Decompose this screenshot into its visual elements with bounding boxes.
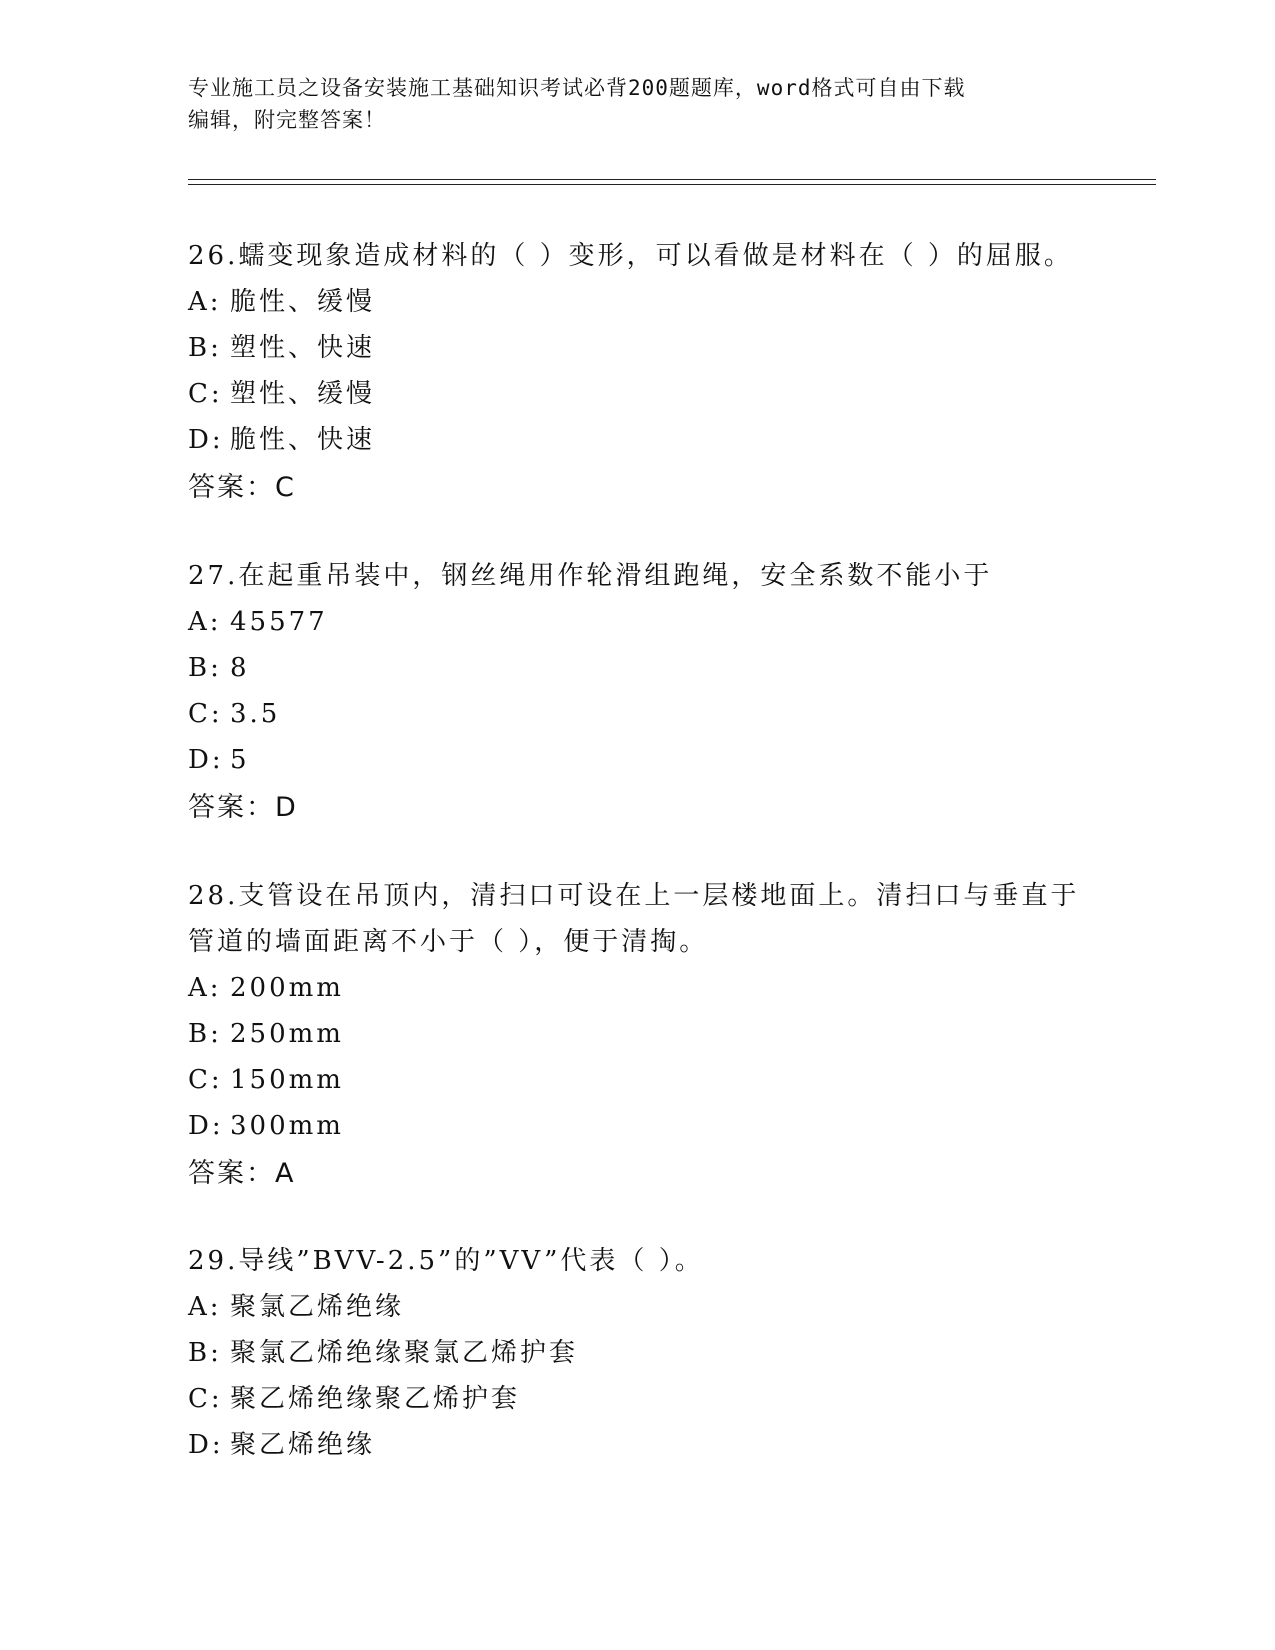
option-text: 聚乙烯绝缘 (230, 1430, 376, 1460)
option-letter: D: (188, 425, 224, 455)
option-letter: A: (188, 607, 222, 637)
option-text: 聚氯乙烯绝缘 (230, 1292, 405, 1322)
option-a (188, 599, 1108, 645)
question-26 (188, 233, 1108, 511)
option-letter: B: (188, 1338, 222, 1368)
option-letter: B: (188, 333, 222, 363)
header-title-line-1: 专业施工员之设备安装施工基础知识考试必背200题题库，word格式可自由下载 (188, 76, 966, 100)
option-d (188, 737, 1108, 783)
option-letter: B: (188, 1019, 222, 1049)
option-b (188, 1011, 1108, 1057)
option-text: 250mm (230, 1019, 344, 1049)
option-letter: D: (188, 1430, 224, 1460)
option-text: 塑性、快速 (230, 333, 376, 363)
option-letter: C: (188, 1384, 223, 1414)
question-text: 28.支管设在吊顶内，清扫口可设在上一层楼地面上。清扫口与垂直于管道的墙面距离不小于（ ），便于清掏。 (188, 881, 1080, 957)
option-text: 5 (230, 745, 250, 775)
option-text: 45577 (230, 607, 328, 637)
header-title-line-2: 编辑，附完整答案！ (188, 108, 386, 132)
option-b (188, 1330, 1108, 1376)
option-text: 聚氯乙烯绝缘聚氯乙烯护套 (230, 1338, 579, 1368)
option-text: 300mm (230, 1111, 344, 1141)
option-text: 8 (230, 653, 250, 683)
answer-line: 答案：A (188, 1158, 296, 1189)
header-divider-bottom (188, 184, 1156, 185)
option-text: 脆性、缓慢 (230, 287, 376, 317)
option-c (188, 1057, 1108, 1103)
question-29 (188, 1238, 1108, 1468)
header-divider-top (188, 179, 1156, 180)
option-letter: A: (188, 287, 222, 317)
option-c (188, 1376, 1108, 1422)
question-text: 27.在起重吊装中，钢丝绳用作轮滑组跑绳，安全系数不能小于 (188, 561, 993, 591)
option-b (188, 645, 1108, 691)
option-c (188, 371, 1108, 417)
option-text: 塑性、缓慢 (230, 379, 376, 409)
option-letter: A: (188, 973, 222, 1003)
question-text: 29.导线”BVV-2.5”的”VV”代表（ ）。 (188, 1246, 704, 1276)
option-text: 150mm (230, 1065, 344, 1095)
option-letter: C: (188, 699, 223, 729)
question-text: 26.蠕变现象造成材料的（ ）变形，可以看做是材料在（ ）的屈服。 (188, 241, 1073, 271)
option-text: 3.5 (230, 699, 281, 729)
option-letter: D: (188, 745, 224, 775)
option-letter: C: (188, 1065, 223, 1095)
option-text: 聚乙烯绝缘聚乙烯护套 (230, 1384, 521, 1414)
option-text: 200mm (230, 973, 344, 1003)
question-27 (188, 553, 1108, 831)
option-a (188, 1284, 1108, 1330)
option-letter: D: (188, 1111, 224, 1141)
document-header (188, 72, 1088, 136)
option-d (188, 417, 1108, 463)
option-a (188, 965, 1108, 1011)
option-d (188, 1103, 1108, 1149)
option-letter: B: (188, 653, 222, 683)
option-letter: A: (188, 1292, 222, 1322)
option-c (188, 691, 1108, 737)
answer-line: 答案：C (188, 472, 296, 503)
option-letter: C: (188, 379, 223, 409)
answer-line: 答案：D (188, 792, 298, 823)
question-28 (188, 873, 1108, 1197)
option-b (188, 325, 1108, 371)
option-a (188, 279, 1108, 325)
option-text: 脆性、快速 (230, 425, 376, 455)
option-d (188, 1422, 1108, 1468)
